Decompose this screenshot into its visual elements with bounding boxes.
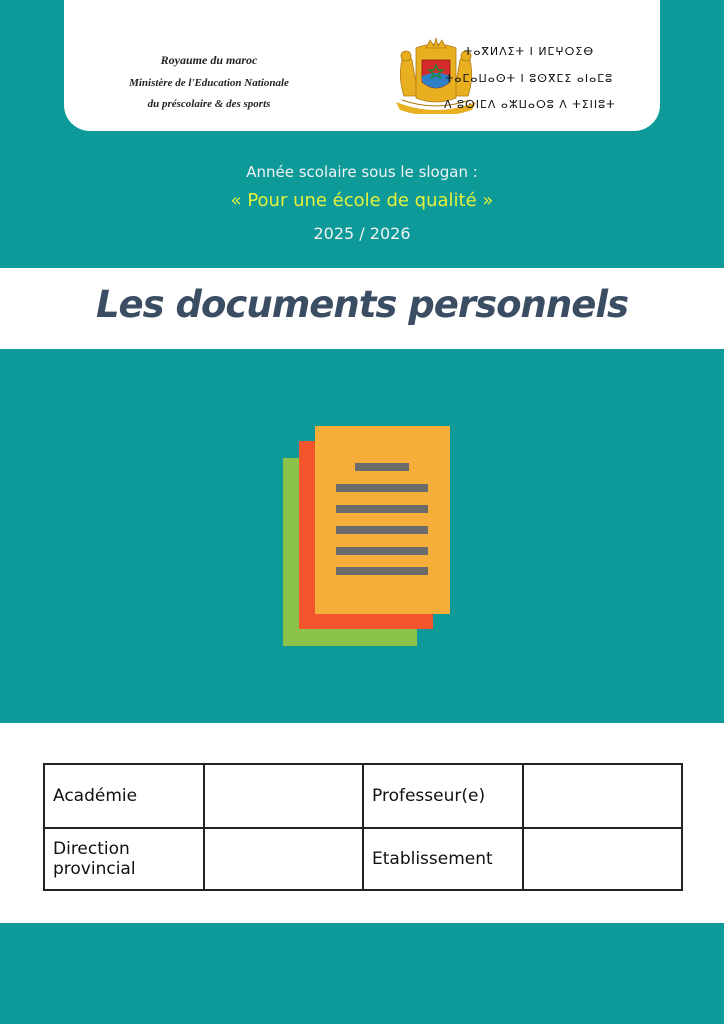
tifinagh-ministry-subtitle: ⴷ ⵓⵙⵏⵎⴷ ⴰⵣⵡⴰⵔⵓ ⴷ ⵜⵉⵏⵏⵓⵜ [444,98,616,111]
slogan-quote: « Pour une école de qualité » [230,190,494,211]
academie-label: Académie [44,764,204,828]
tifinagh-kingdom-name: ⵜⴰⴳⵍⴷⵉⵜ ⵏ ⵍⵎⵖⵔⵉⴱ [463,45,595,58]
professeur-value-cell[interactable] [523,764,683,828]
document-line [355,463,409,471]
document-line [336,526,428,534]
school-year: 2025 / 2026 [313,224,411,243]
identification-table [43,763,683,891]
etablissement-value-cell[interactable] [523,828,683,890]
document-front-sheet [315,426,450,614]
tifinagh-ministry-name: ⵜⴰⵎⴰⵡⴰⵙⵜ ⵏ ⵓⵙⴳⵎⵉ ⴰⵏⴰⵎⵓ [444,72,614,85]
etablissement-label: Etablissement [363,828,523,890]
document-line [336,505,428,513]
bottom-banner [0,923,724,1024]
kingdom-name: Royaume du maroc [160,53,258,67]
documents-stack-icon [281,424,453,648]
document-line [336,547,428,555]
table-row [44,828,682,890]
ministry-header-card [64,0,660,131]
ministry-subtitle: du préscolaire & des sports [147,98,271,110]
document-line [336,567,428,575]
table-row [44,764,682,828]
direction-provincial-value-cell[interactable] [204,828,364,890]
ministry-name: Ministère de l'Education Nationale [129,77,289,89]
document-line [336,484,428,492]
academie-value-cell[interactable] [204,764,364,828]
page-title: Les documents personnels [95,283,629,326]
professeur-label: Professeur(e) [363,764,523,828]
direction-provincial-label: Direction provincial [44,828,204,890]
slogan-intro: Année scolaire sous le slogan : [246,163,478,181]
